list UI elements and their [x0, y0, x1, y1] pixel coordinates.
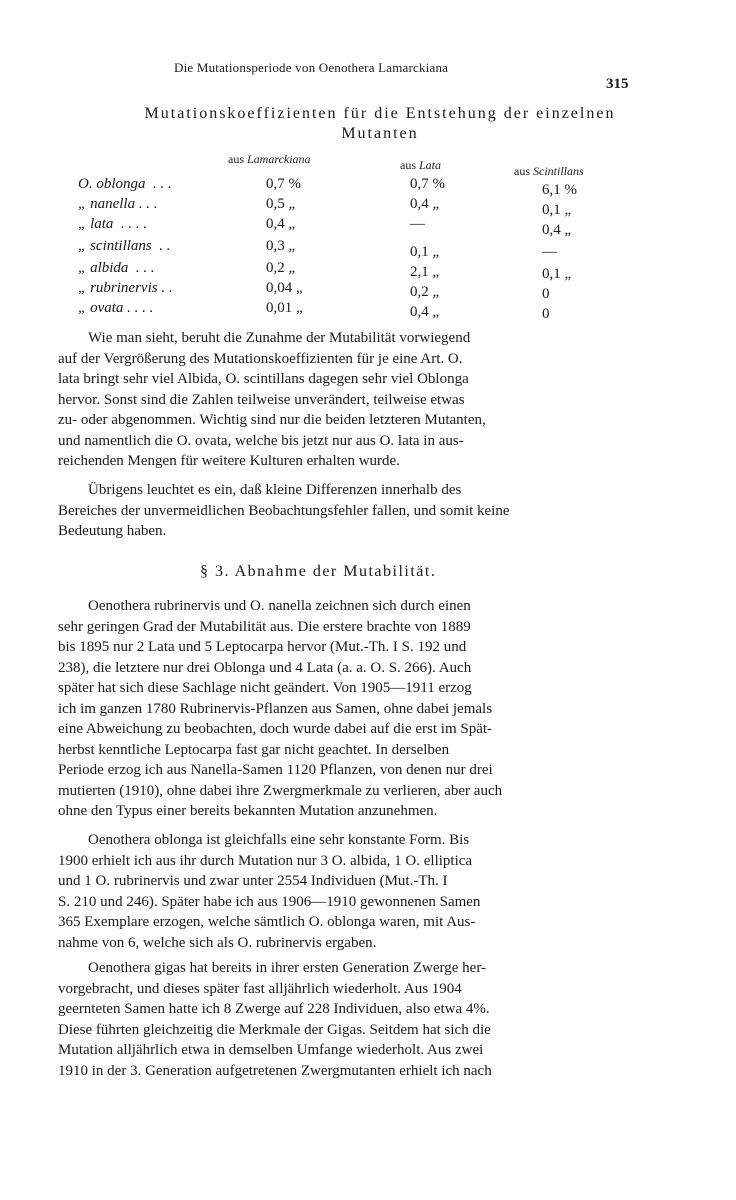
- table-title-line: Mutanten: [341, 125, 419, 142]
- table-row: [78, 280, 638, 302]
- value-lata: 0,7 %: [410, 176, 445, 192]
- text-line: herbst kenntliche Leptocarpa fast gar nicht geachtet. In derselben: [58, 741, 450, 758]
- text-line: lata bringt sehr viel Albida, O. scintillans dagegen sehr viel Oblonga: [58, 371, 469, 387]
- text-line: sehr geringen Grad der Mutabilität aus. Die erstere brachte von 1889: [58, 618, 471, 635]
- value-scintillans: 6,1 %: [542, 182, 577, 198]
- text-line: S. 210 und 246). Später habe ich aus 1906—1910 gewonnenen Samen: [58, 893, 481, 910]
- mutant-name: „ nanella . . .: [78, 196, 158, 212]
- mutant-name: „ albida . . .: [78, 260, 155, 276]
- mutant-name: „ lata . . . .: [78, 216, 148, 232]
- table-row: [78, 238, 638, 260]
- paragraph-3: [58, 596, 630, 822]
- table-row: [78, 216, 638, 238]
- text-line: 365 Exemplare erzogen, welche sämtlich O. oblonga waren, mit Aus-: [58, 914, 476, 930]
- value-lata: 0,4 „: [410, 196, 440, 212]
- value-lamarckiana: 0,01 „: [266, 300, 303, 316]
- value-lata: 0,2 „: [410, 284, 440, 300]
- text-line: vorgebracht, und dieses später fast alljährlich wiederholt. Aus 1904: [58, 980, 462, 997]
- mutant-name: „ rubrinervis . .: [78, 280, 173, 296]
- value-lamarckiana: 0,2 „: [266, 260, 296, 276]
- table-row: [78, 300, 638, 322]
- value-lamarckiana: 0,04 „: [266, 280, 303, 296]
- value-scintillans: 0,1 „: [542, 266, 572, 282]
- text-line: und namentlich die O. ovata, welche bis jetzt nur aus O. lata in aus-: [58, 432, 464, 449]
- text-line: und 1 O. rubrinervis und zwar unter 2554 Individuen (Mut.-Th. I: [58, 873, 448, 889]
- value-scintillans: 0: [542, 286, 550, 302]
- table-title-line: Mutationskoeffizienten für die Entstehung der einzelnen: [144, 105, 616, 122]
- text-line: bis 1895 nur 2 Lata und 5 Leptocarpa hervor (Mut.-Th. I S. 192 und: [58, 639, 467, 655]
- text-line: Mutation alljährlich etwa in demselben Umfange wiederholt. Aus zwei: [58, 1042, 484, 1058]
- text-line: hervor. Sonst sind die Zahlen teilweise unverändert, teilweise etwas: [58, 391, 465, 408]
- value-lata: 0,1 „: [410, 244, 440, 260]
- text-line: mutierten (1910), ohne dabei ihre Zwergmerkmale zu verlieren, aber auch: [58, 782, 503, 799]
- value-lata: 2,1 „: [410, 264, 440, 280]
- value-lata: —: [410, 216, 425, 232]
- value-lata: 0,4 „: [410, 304, 440, 320]
- table-row: [78, 176, 638, 198]
- text-line: Wie man sieht, beruht die Zunahme der Mutabilität vorwiegend: [88, 330, 471, 346]
- text-line: ich im ganzen 1780 Rubrinervis-Pflanzen aus Samen, ohne dabei jemals: [58, 700, 493, 717]
- text-line: auf der Vergrößerung des Mutationskoeffizienten für je eine Art. O.: [58, 350, 463, 367]
- paragraph-5: [58, 958, 630, 1081]
- value-lamarckiana: 0,7 %: [266, 176, 301, 192]
- text-line: nahme von 6, welche sich als O. rubrinervis ergaben.: [58, 934, 377, 951]
- text-line: Bedeutung haben.: [58, 523, 167, 539]
- table-row: [78, 260, 638, 282]
- paragraph-4: [58, 830, 630, 953]
- text-line: Oenothera gigas hat bereits in ihrer ersten Generation Zwerge her-: [88, 960, 487, 976]
- column-header-scintillans: aus Scintillans: [514, 164, 584, 178]
- running-head: Die Mutationsperiode von Oenothera Lamarckiana: [174, 60, 449, 75]
- text-line: Periode erzog ich aus Nanella-Samen 1120 Pflanzen, von denen nur drei: [58, 762, 493, 778]
- page-number: 315: [606, 76, 629, 92]
- column-header-lamarckiana: aus Lamarckiana: [228, 152, 311, 166]
- mutant-name: O. oblonga . . .: [78, 176, 172, 192]
- text-line: eine Abweichung zu beobachten, doch wurde dabei auf die erst im Spät-: [58, 721, 493, 737]
- text-line: 238), die letztere nur drei Oblonga und 4 Lata (a. a. O. S. 266). Auch: [58, 659, 472, 676]
- text-line: Oenothera oblonga ist gleichfalls eine sehr konstante Form. Bis: [88, 832, 470, 848]
- text-line: Oenothera rubrinervis und O. nanella zeichnen sich durch einen: [88, 598, 471, 614]
- column-header-lata: aus Lata: [400, 158, 442, 172]
- value-lamarckiana: 0,5 „: [266, 196, 296, 212]
- value-scintillans: 0,1 „: [542, 202, 572, 218]
- section-heading: § 3. Abnahme der Mutabilität.: [200, 563, 437, 580]
- mutant-name: „ ovata . . . .: [78, 300, 154, 316]
- paragraph-1: [58, 328, 630, 472]
- text-line: später hat sich diese Sachlage nicht geändert. Von 1905—1911 erzog: [58, 680, 472, 696]
- text-line: 1910 in der 3. Generation aufgetretenen Zwergmutanten erhielt ich nach: [58, 1062, 492, 1079]
- text-line: 1900 erhielt ich aus ihr durch Mutation nur 3 O. albida, 1 O. elliptica: [58, 852, 473, 869]
- value-scintillans: —: [542, 244, 557, 260]
- text-line: Übrigens leuchtet es ein, daß kleine Differenzen innerhalb des: [88, 482, 462, 498]
- text-line: reichenden Mengen für weitere Kulturen erhalten wurde.: [58, 453, 400, 469]
- value-scintillans: 0,4 „: [542, 222, 572, 238]
- text-line: ohne den Typus einer bereits bekannten Mutation anzunehmen.: [58, 803, 438, 819]
- mutant-name: „ scintillans . .: [78, 238, 171, 254]
- table-row: [78, 196, 638, 218]
- value-lamarckiana: 0,4 „: [266, 216, 296, 232]
- text-line: Bereiches der unvermeidlichen Beobachtungsfehler fallen, und somit keine: [58, 502, 510, 519]
- value-lamarckiana: 0,3 „: [266, 238, 296, 254]
- table-title: [100, 104, 660, 144]
- text-line: zu- oder abgenommen. Wichtig sind nur die beiden letzteren Mutanten,: [58, 412, 486, 428]
- text-line: geernteten Samen hatte ich 8 Zwerge auf 228 Individuen, also etwa 4%.: [58, 1001, 490, 1017]
- text-line: Diese führten gleichzeitig die Merkmale der Gigas. Seitdem hat sich die: [58, 1021, 491, 1038]
- paragraph-2: [58, 480, 630, 542]
- value-scintillans: 0: [542, 306, 550, 322]
